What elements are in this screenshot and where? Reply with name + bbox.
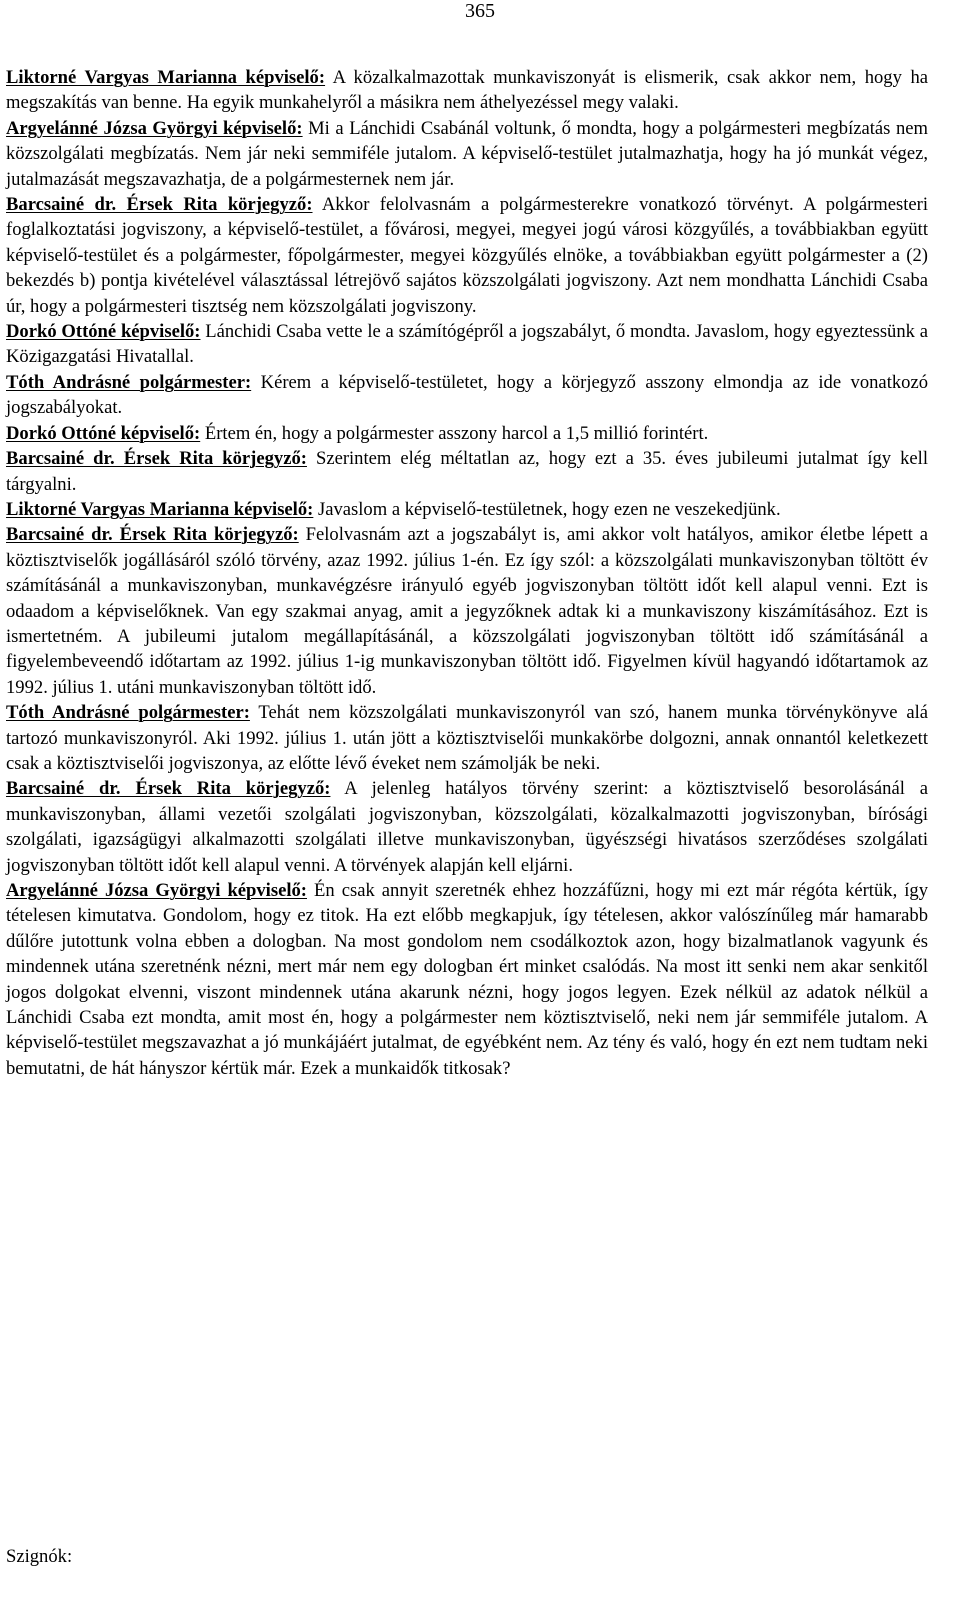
- paragraph: [6, 700, 928, 776]
- speaker-name: Dorkó Ottóné képviselő:: [6, 321, 201, 343]
- paragraph-text: Szerintem elég méltatlan az, hogy ezt a 35. éves jubileumi jutalmat így kell tárgyalni.: [6, 448, 928, 495]
- paragraph-text: A közalkalmazottak munkaviszonyát is elismerik, csak akkor nem, hogy ha megszakítás van benne. Ha egyik munkahelyről a másikra nem áthelyezéssel megy valaki.: [6, 67, 928, 114]
- paragraph: [6, 421, 928, 446]
- speaker-name: Liktorné Vargyas Marianna képviselő:: [6, 67, 326, 88]
- speaker-name: Tóth Andrásné polgármester:: [6, 702, 250, 724]
- speaker-name: Argyelánné Józsa Györgyi képviselő:: [6, 880, 307, 901]
- document-body: [6, 65, 928, 1081]
- paragraph-text: A jelenleg hatályos törvény szerint: a köztisztviselő besorolásánál a munkaviszonyban, állami vezetői szolgálati jogviszonyban, közszolgálati, közalkalmazotti jogviszonyban, bírósági szolgálati, igazságügyi alkalmazotti szolgálati illetve munkaviszonyban, ügyészségi hivatásos szerződéses szolgálati jogviszonyban töltött időt kell alapul venni. A törvények alapján kell eljárni.: [6, 778, 929, 876]
- paragraph: [6, 370, 928, 421]
- paragraph-text: Értem én, hogy a polgármester asszony harcol a 1,5 millió forintért.: [200, 422, 709, 444]
- paragraph: [6, 116, 928, 192]
- paragraph-text: Én csak annyit szeretnék ehhez hozzáfűzni, hogy mi ezt már régóta kértük, így tételesen kimutatva. Gondolom, hogy ez titok. Ha ezt előbb megkapjuk, így tételesen, akkor valószínűleg már hamarabb dűlőre jutottunk volna ebben a dologban. Na most gondolom nem csodálkoztok azon, hogy bizalmatlanok vagyunk és mindennek utána szeretnénk nézni, mert már nem egy dologban ért minket csalódás. Na most itt senki nem akar senkitől jogos dolgokat elvenni, viszont mindennek utána akarunk nézni, hogy jogos legyen. Ezek nélkül az adatok nélkül a Lánchidi Csaba ezt mondta, amit most én, hogy a polgármester nem köztisztviselő, neki nem jár semmiféle jutalom. A képviselő-testület megszavazhat a jó munkájáért jutalmat, de egyébként nem. Az tény és való, hogy én ezt nem tudtam neki bemutatni, de hát hányszor kértük már. Ezek a munkaidők titkosak?: [6, 880, 929, 1079]
- paragraph: [6, 192, 928, 319]
- paragraph-text: Akkor felolvasnám a polgármesterekre vonatkozó törvényt. A polgármesteri foglalkoztatási jogviszony, a képviselő-testület, a fővárosi, megyei, megyei jogú városi közgyűlés, a továbbiakban együtt képviselő-testület és a polgármester, főpolgármester, megyei közgyűlés elnöke, a továbbiakban együtt polgármester a (2) bekezdés b) pontja kivételével választással létrejövő sajátos közszolgálati jogviszony. Azt nem mondhatta Lánchidi Csaba úr, hogy a polgármesteri tisztség nem közszolgálati jogviszony.: [6, 194, 928, 317]
- paragraph: [6, 446, 928, 497]
- speaker-name: Barcsainé dr. Érsek Rita körjegyző:: [6, 524, 299, 546]
- paragraph: [6, 776, 928, 878]
- paragraph: [6, 878, 928, 1081]
- paragraph-text: Lánchidi Csaba vette le a számítógépről a jogszabályt, ő mondta. Javaslom, hogy egyeztessünk a Közigazgatási Hivatallal.: [6, 321, 928, 368]
- paragraph-text: Felolvasnám azt a jogszabályt is, ami akkor volt hatályos, amikor életbe lépett a köztisztviselők jogállásáról szóló törvény, azaz 1992. július 1-én. Ez így szól: a közszolgálati munkaviszonyban töltött év számításánál a munkaviszonyban, munkavégzésre irányuló egyéb jogviszonyban töltött időt kell alapul venni. Ezt is odaadom a képviselőknek. Van egy szakmai anyag, amit a jegyzőknek adtak ki a munkaviszony kiszámításához. Ezt is ismertetném. A jubileumi jutalom megállapításánál, a közszolgálati jogviszonyban töltött idő számításánál a figyelembeveendő időtartam az 1992. július 1-ig munkaviszonyban töltött idő. Figyelmen kívül hagyandó időtartamok az 1992. július 1. utáni munkaviszonyban töltött idő.: [6, 524, 929, 698]
- paragraph-text: Mi a Lánchidi Csabánál voltunk, ő mondta, hogy a polgármesteri megbízatás nem közszolgálati megbízatás. Nem jár neki semmiféle jutalom. A képviselő-testület jutalmazhatja, hogy ha jó munkát végez, jutalmazását megszavazhatja, de a polgármesternek nem jár.: [6, 117, 928, 190]
- speaker-name: Liktorné Vargyas Marianna képviselő:: [6, 498, 314, 520]
- speaker-name: Barcsainé dr. Érsek Rita körjegyző:: [6, 448, 307, 470]
- speaker-name: Barcsainé dr. Érsek Rita körjegyző:: [6, 778, 331, 800]
- paragraph-text: Javaslom a képviselő-testületnek, hogy ezen ne veszekedjünk.: [313, 498, 781, 520]
- speaker-name: Tóth Andrásné polgármester:: [6, 371, 252, 393]
- page-number: 365: [465, 0, 495, 22]
- paragraph: [6, 319, 928, 370]
- speaker-name: Barcsainé dr. Érsek Rita körjegyző:: [6, 194, 313, 216]
- speaker-name: Dorkó Ottóné képviselő:: [6, 422, 201, 444]
- paragraph-text: Kérem a képviselő-testületet, hogy a körjegyző asszony elmondja az ide vonatkozó jogszabályokat.: [6, 371, 928, 419]
- paragraph: [6, 65, 928, 116]
- signature-label: Szignók:: [6, 1546, 73, 1567]
- paragraph: [6, 522, 928, 700]
- paragraph-text: Tehát nem közszolgálati munkaviszonyról van szó, hanem munka törvénykönyve alá tartozó munkaviszonyról. Aki 1992. július 1. után jött a köztisztviselői munkakörbe dolgozni, annak onnantól keletkezett csak a köztisztviselői jogviszonya, az előtte lévő éveket nem számolják be neki.: [6, 702, 928, 774]
- speaker-name: Argyelánné Józsa Györgyi képviselő:: [6, 117, 303, 139]
- paragraph: [6, 497, 928, 522]
